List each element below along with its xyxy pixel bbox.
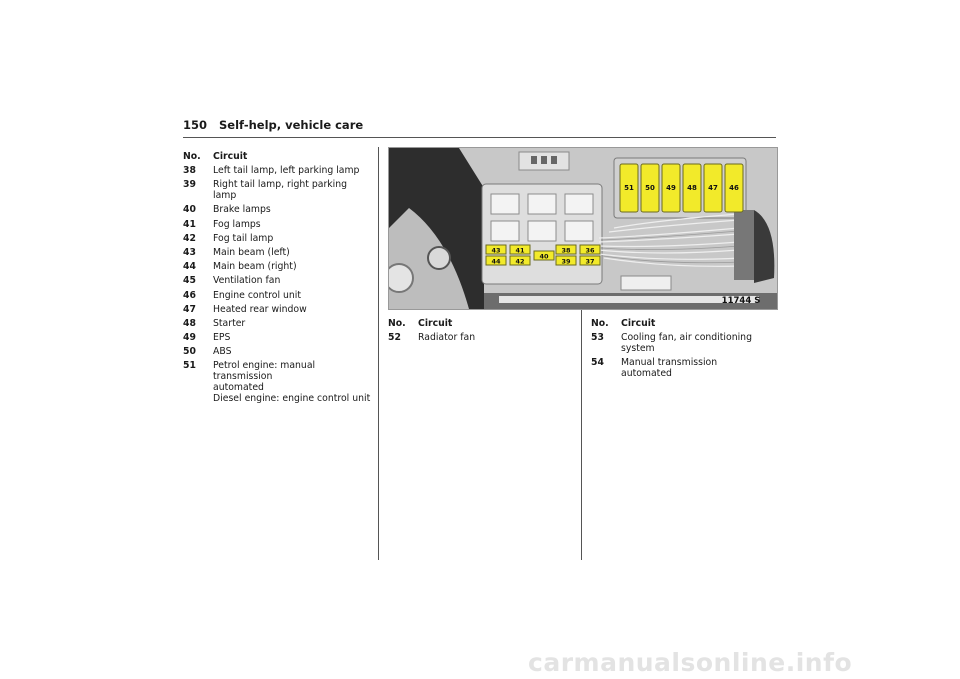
circuit-line: Brake lamps xyxy=(213,204,271,216)
table-row xyxy=(183,165,373,176)
fuse-number: 40 xyxy=(183,204,196,216)
table-header xyxy=(183,151,373,162)
fuse-number: 46 xyxy=(183,289,196,301)
fuse-number: 39 xyxy=(183,179,196,191)
circuit-line: EPS xyxy=(213,332,231,344)
fuse-label: 49 xyxy=(666,184,676,192)
circuit-line: Manual transmission automated xyxy=(621,357,718,380)
page-title: Self-help, vehicle care xyxy=(219,118,364,132)
circuit-description xyxy=(621,357,771,379)
circuit-line: Diesel engine: engine control unit xyxy=(213,393,371,405)
circuit-description xyxy=(621,332,771,354)
fuse-number: 54 xyxy=(591,357,604,369)
fuse-label: 37 xyxy=(585,257,595,266)
table-row xyxy=(183,346,373,357)
circuit-line: Right tail lamp, right parking lamp xyxy=(213,179,348,202)
fuse-number: 45 xyxy=(183,275,196,287)
table-row xyxy=(183,261,373,272)
circuit-description xyxy=(213,360,373,404)
header-divider xyxy=(183,137,776,138)
circuit-line: Petrol engine: manual transmission xyxy=(213,360,316,383)
fuse-label: 51 xyxy=(624,184,634,192)
table-header xyxy=(388,318,578,329)
table-row xyxy=(591,332,771,354)
column-header-circuit: Circuit xyxy=(213,151,248,162)
fuse-label: 38 xyxy=(561,246,571,255)
circuit-line: Engine control unit xyxy=(213,289,302,301)
column-header-no: No. xyxy=(591,318,609,329)
fuse-number: 47 xyxy=(183,303,196,315)
fuse-box-illustration xyxy=(389,148,777,309)
page-number: 150 xyxy=(183,118,208,132)
table-row xyxy=(183,360,373,404)
fuse-table-right xyxy=(591,318,771,382)
table-row xyxy=(183,290,373,301)
circuit-line: automated xyxy=(213,382,264,394)
fuse-number: 43 xyxy=(183,246,196,258)
fuse-number: 42 xyxy=(183,232,196,244)
circuit-description xyxy=(418,332,578,343)
fuse-label: 47 xyxy=(708,184,718,192)
circuit-description xyxy=(213,219,373,230)
fuse-label: 46 xyxy=(729,184,739,192)
circuit-description xyxy=(213,332,373,343)
circuit-line: Starter xyxy=(213,317,246,329)
circuit-line: Main beam (right) xyxy=(213,261,297,273)
fuse-label: 44 xyxy=(491,257,501,266)
circuit-line: Radiator fan xyxy=(418,332,476,343)
table-row xyxy=(183,318,373,329)
circuit-line: Main beam (left) xyxy=(213,246,290,258)
fuse-label: 50 xyxy=(645,184,655,192)
circuit-description xyxy=(213,275,373,286)
circuit-description xyxy=(213,204,373,215)
fuse-number: 48 xyxy=(183,317,196,329)
fuse-label: 43 xyxy=(491,246,501,255)
circuit-line: Cooling fan, air conditioning xyxy=(621,332,752,343)
fuse-box-photo xyxy=(388,147,778,310)
circuit-description xyxy=(213,179,373,201)
fuse-number: 41 xyxy=(183,218,196,230)
circuit-description xyxy=(213,290,373,301)
fuse-label: 42 xyxy=(515,257,525,266)
fuse-label: 48 xyxy=(687,184,697,192)
fuse-label: 36 xyxy=(585,246,595,255)
circuit-description xyxy=(213,318,373,329)
fuse-table-middle xyxy=(388,318,578,346)
circuit-description xyxy=(213,346,373,357)
fuse-label: 40 xyxy=(539,252,549,261)
fuse-number: 53 xyxy=(591,332,604,343)
circuit-line: Fog tail lamp xyxy=(213,232,274,244)
fuse-label: 39 xyxy=(561,257,571,266)
circuit-description xyxy=(213,233,373,244)
page-header xyxy=(183,118,363,132)
circuit-line: Heated rear window xyxy=(213,303,307,315)
table-header xyxy=(591,318,771,329)
table-row xyxy=(388,332,578,343)
fuse-table-left xyxy=(183,151,373,408)
table-row xyxy=(183,247,373,258)
circuit-description xyxy=(213,304,373,315)
table-row xyxy=(183,332,373,343)
column-header-circuit: Circuit xyxy=(621,318,656,329)
fuse-number: 49 xyxy=(183,332,196,344)
column-header-no: No. xyxy=(388,318,406,329)
table-row xyxy=(183,275,373,286)
column-divider xyxy=(378,147,379,560)
circuit-line: Fog lamps xyxy=(213,218,261,230)
column-header-circuit: Circuit xyxy=(418,318,453,329)
circuit-line: Left tail lamp, left parking lamp xyxy=(213,165,360,176)
table-row xyxy=(183,304,373,315)
circuit-description xyxy=(213,165,373,176)
fuse-label: 41 xyxy=(515,246,525,255)
circuit-description xyxy=(213,261,373,272)
fuse-number: 52 xyxy=(388,332,401,343)
circuit-line: system xyxy=(621,343,655,354)
watermark: carmanualsonline.info xyxy=(528,648,853,677)
table-row xyxy=(183,179,373,201)
circuit-line: ABS xyxy=(213,346,232,358)
fuse-number: 50 xyxy=(183,346,196,358)
circuit-description xyxy=(213,247,373,258)
fuse-number: 51 xyxy=(183,360,196,372)
table-row xyxy=(591,357,771,379)
column-header-no: No. xyxy=(183,151,201,162)
circuit-line: Ventilation fan xyxy=(213,275,281,287)
table-row xyxy=(183,219,373,230)
figure-code: 11744 S xyxy=(721,296,761,306)
fuse-number: 44 xyxy=(183,261,196,273)
fuse-number: 38 xyxy=(183,165,196,176)
table-row xyxy=(183,204,373,215)
table-row xyxy=(183,233,373,244)
